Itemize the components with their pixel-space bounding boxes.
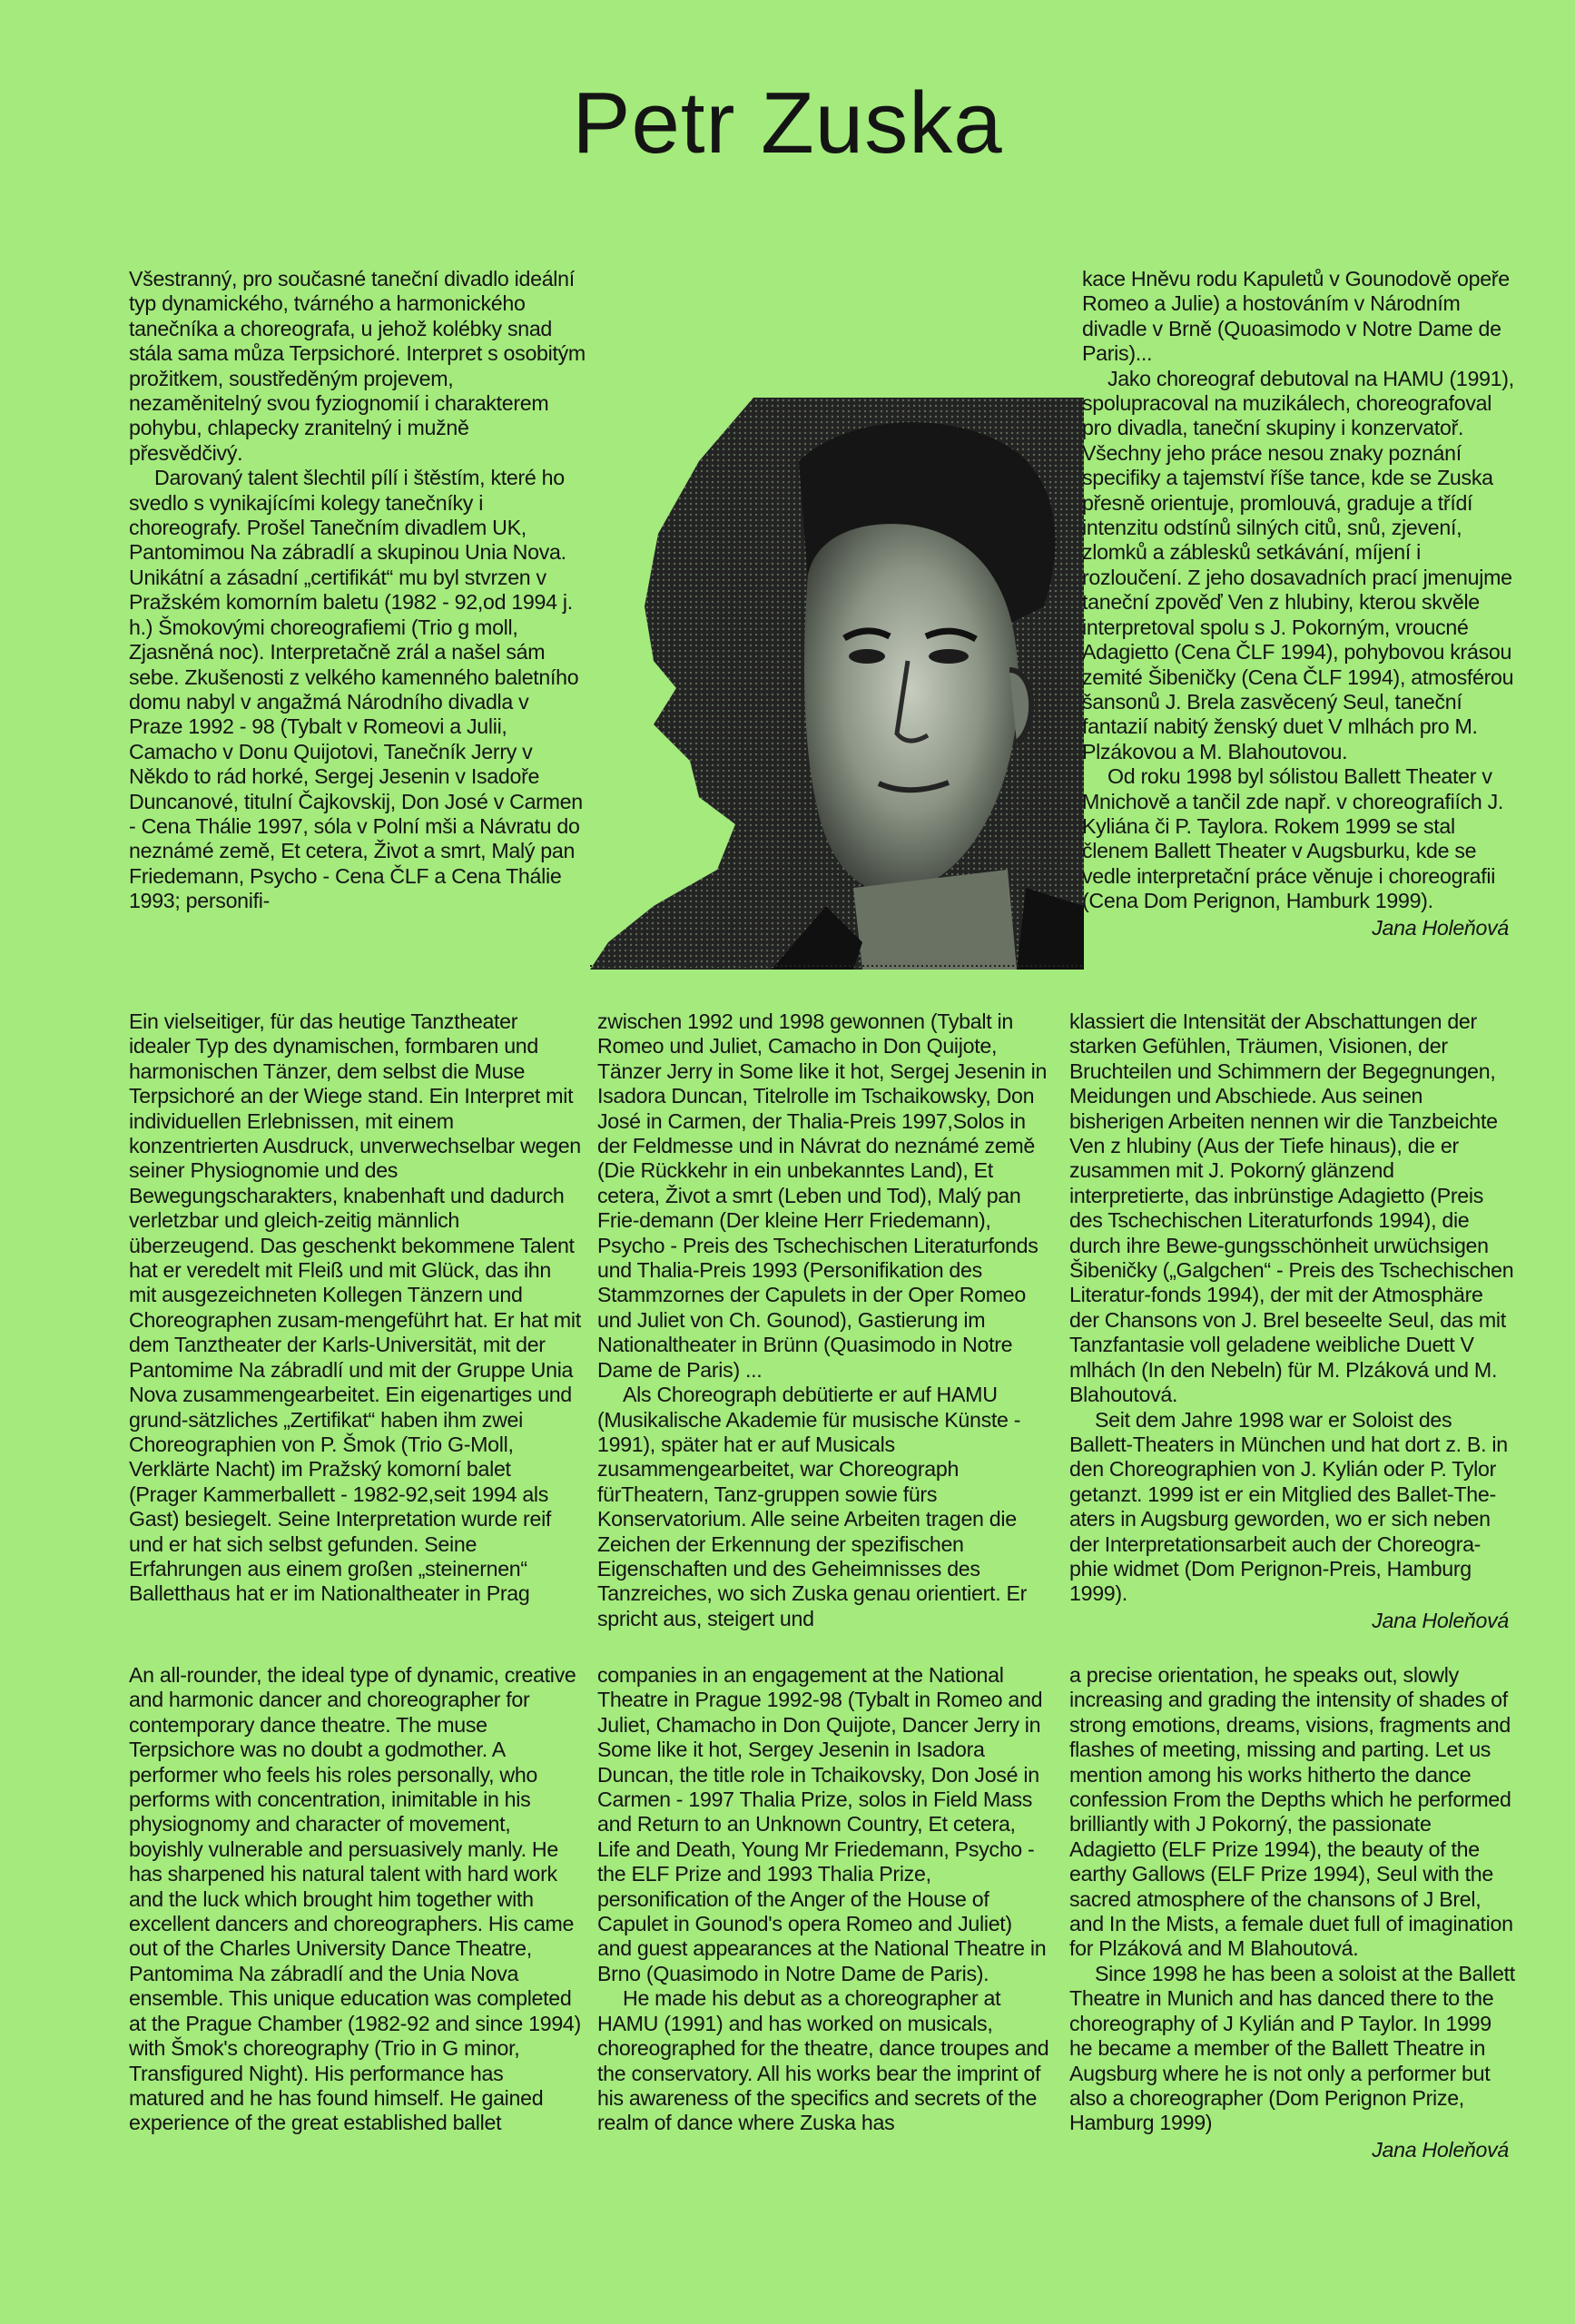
german-paragraph: klassiert die Intensität der Abschattungen der starken Gefühlen, Träumen, Visionen, der Bruchteilen und Schimmern der Begegnungen, Meidungen und Abschiede. Aus seinen bisherigen Arbeiten nennen wir die Tanzbeichte Ven z hlubiny (Aus der Tiefe hinaus), die er zusammen mit J. Pokorný glänzend interpretierte, das inbrünstige Adagietto (Preis des Tschechischen Literaturfonds 1994), die durch ihre Bewe-gungsschönheit urwüchsigen Šibeničky („Galgchen“ - Preis des Tschechischen Literatur-fonds 1994), der mit der Atmosphäre der Chansons von J. Brel beseelte Seul, das mit Tanzfantasie voll geladene weibliche Duett V mlhách (In den Nebeln) für M. Plzáková und M. Blahoutová. <box>1069 1009 1514 1407</box>
czech-column-3 <box>1082 267 1518 940</box>
czech-paragraph: Jako choreograf debutoval na HAMU (1991), spolupracoval na muzikálech, choreografoval pro divadla, taneční skupiny i konzervatoř. Všechny jeho práce nesou znaky poznání specifiky a tajemství říše tance, kde se Zuska přesně orientuje, promlouvá, graduje a třídí intenzitu odstínů silných citů, snů, zjevení, zlomků a záblesků setkávání, míjení i rozloučení. Z jeho dosavadních prací jmenujme taneční zpověď Ven z hlubiny, kterou skvěle interpretoval spolu s J. Pokorným, vroucné Adagietto (Cena ČLF 1994), pohybovou krásou zemité Šibeničky (Cena ČLF 1994), atmosférou šansonů J. Brela zasvěcený Seul, taneční fantazií nabitý ženský duet V mlhách pro M. Plzákovou a M. Blahoutovou. <box>1082 366 1514 763</box>
german-paragraph: zwischen 1992 und 1998 gewonnen (Tybalt in Romeo und Juliet, Camacho in Don Quijote, Tänzer Jerry in Some like it hot, Sergej Jesenin in Isadora Duncan, Titelrolle im Tschaikowsky, Don José in Carmen, der Thalia-Preis 1997,Solos in der Feldmesse und in Návrat do neznámé země (Die Rückkehr in ein unbekanntes Land), Et cetera, Život a smrt (Leben und Tod), Malý pan Frie-demann (Der kleine Herr Friedemann), Psycho - Preis des Tschechischen Literaturfonds und Thalia-Preis 1993 (Personifikation des Stammzornes der Capulets in der Oper Romeo und Juliet von Ch. Gounod), Gastierung im Nationaltheater in Brünn (Quasimodo in Notre Dame de Paris) ... <box>597 1009 1048 1382</box>
portrait-photo <box>590 398 1084 970</box>
german-column-2 <box>597 1009 1051 1631</box>
english-paragraph: He made his debut as a choreographer at HAMU (1991) and has worked on musicals, choreographed for the theatre, dance troupes and the conservatory. All his works bear the imprint of his awareness of the specifics and secrets of the realm of dance where Zuska has <box>597 1986 1049 2135</box>
page-title: Petr Zuska <box>572 74 1003 172</box>
signature: Jana Holeňová <box>1372 915 1509 940</box>
czech-paragraph: Darovaný talent šlechtil pílí i štěstím, které ho svedlo s vynikajícími kolegy tanečníky i choreografy. Prošel Tanečním divadlem UK, Pantomimou Na zábradlí a skupinou Unia Nova. Unikátní a zásadní „certifikát“ mu byl stvrzen v Pražském komorním baletu (1982 - 92,od 1994 j. h.) Šmokovými choreografiemi (Trio g moll, Zjasněná noc). Interpretačně zrál a našel sám sebe. Zkušenosti z velkého kamenného baletního domu nabyl v angažmá Národního divadla v Praze 1992 - 98 (Tybalt v Romeovi a Julii, Camacho v Donu Quijotovi, Tanečník Jerry v Někdo to rád horké, Sergej Jesenin v Isadoře Duncanové, titulní Čajkovskij, Don José v Carmen - Cena Thálie 1997, sóla v Polní mši a Návratu do neznámé země, Et cetera, Život a smrt, Malý pan Friedemann, Psycho - Cena ČLF a Cena Thálie 1993; personifi- <box>129 466 583 913</box>
german-paragraph: Als Choreograph debütierte er auf HAMU (Musikalische Akademie für musische Künste - 1991), später hat er auf Musicals zusammengearbeitet, war Choreograph fürTheatern, Tanz-gruppen sowie fürs Konservatorium. Alle seine Arbeiten tragen die Zeichen der Erkennung der spezifischen Eigenschaften und des Geheimnisses des Tanzreiches, wo sich Zuska genau orientiert. Er spricht aus, steigert und <box>597 1383 1028 1630</box>
english-paragraph: a precise orientation, he speaks out, slowly increasing and grading the intensity of shades of strong emotions, dreams, visions, fragments and flashes of meeting, missing and parting. Let us mention among his works hitherto the dance confession From the Depths which he performed brilliantly with J Pokorný, the passionate Adagietto (ELF Prize 1994), the beauty of the earthy Gallows (ELF Prize 1994), Seul with the sacred atmosphere of the chansons of J Brel, and In the Mists, a female duet full of imagination for Plzáková and M Blahoutová. <box>1069 1663 1513 1961</box>
german-column-3 <box>1069 1009 1518 1633</box>
czech-paragraph: Od roku 1998 byl sólistou Ballett Theater v Mnichově a tančil zde např. v choreografiích J. Kyliána či P. Taylora. Rokem 1999 se stal členem Ballett Theater v Augsburku, kde se vedle interpretační práce věnuje i choreografii (Cena Dom Perignon, Hamburk 1999). <box>1082 764 1504 913</box>
signature: Jana Holeňová <box>1372 2137 1509 2162</box>
german-column-1 <box>129 1009 583 1607</box>
english-paragraph: An all-rounder, the ideal type of dynamic, creative and harmonic dancer and choreographer for contemporary dance theatre. The muse Terpsichore was no doubt a godmother. A performer who feels his roles personally, who performs with concentration, inimitable in his physiognomy and character of movement, boyishly vulnerable and persuasively manly. He has sharpened his natural talent with hard work and the luck which brought him together with excellent dancers and choreographers. His came out of the Charles University Dance Theatre, Pantomima Na zábradlí and the Unia Nova ensemble. This unique education was completed at the Prague Chamber (1982-92 and since 1994) with Šmok's choreography (Trio in G minor, Transfigured Night). His performance has matured and he has found himself. He gained experience of the great established ballet <box>129 1663 581 2135</box>
signature: Jana Holeňová <box>1372 1608 1509 1632</box>
czech-paragraph: Všestranný, pro současné taneční divadlo ideální typ dynamického, tvárného a harmonického tanečníka a choreografa, u jehož kolébky snad stála sama můza Terpsichoré. Interpret s osobitým prožitkem, soustředěným projevem, nezaměnitelný svou fyziognomií i charakterem pohybu, chlapecky zranitelný i mužně přesvědčivý. <box>129 267 586 465</box>
german-paragraph: Seit dem Jahre 1998 war er Soloist des Ballett-Theaters in München und hat dort z. B. in den Choreographien von J. Kylián oder P. Tylor getanzt. 1999 ist er ein Mitglied des Ballet-The-aters in Augsburg geworden, wo er sich neben der Interpretationsarbeit auch der Choreogra-phie widmet (Dom Perignon-Preis, Hamburg 1999). <box>1069 1407 1508 1606</box>
english-column-3 <box>1069 1663 1518 2162</box>
czech-column-1 <box>129 267 587 914</box>
english-column-2 <box>597 1663 1051 2136</box>
english-paragraph: companies in an engagement at the National Theatre in Prague 1992-98 (Tybalt in Romeo and Juliet, Chamacho in Don Quijote, Dancer Jerry in Some like it hot, Sergey Jesenin in Isadora Duncan, the title role in Tchaikovsky, Don José in Carmen - 1997 Thalia Prize, solos in Field Mass and Return to an Unknown Country, Et cetera, Life and Death, Young Mr Friedemann, Psycho - the ELF Prize and 1993 Thalia Prize, personification of the Anger of the House of Capulet in Gounod's opera Romeo and Juliet) and guest appearances at the National Theatre in Brno (Quasimodo in Notre Dame de Paris). <box>597 1663 1047 1985</box>
german-paragraph: Ein vielseitiger, für das heutige Tanztheater idealer Typ des dynamischen, formbaren und harmonischen Tänzer, dem selbst die Muse Terpsichoré an der Wiege stand. Ein Interpret mit individuellen Erlebnissen, mit einem konzentrierten Ausdruck, unverwechselbar wegen seiner Physiognomie und des Bewegungscharakters, knabenhaft und dadurch verletzbar und gleich-zeitig männlich überzeugend. Das geschenkt bekommene Talent hat er veredelt mit Fleiß und mit Glück, das ihn mit ausgezeichneten Kollegen Tänzern und Choreographen zusam-mengeführt hat. Er hat mit dem Tanztheater der Karls-Universität, mit der Pantomime Na zábradlí und mit der Gruppe Unia Nova zusammengearbeitet. Ein eigenartiges und grund-sätzliches „Zertifikat“ haben ihm zwei Choreographien von P. Šmok (Trio G-Moll, Verklärte Nacht) im Pražský komorní balet (Prager Kammerballett - 1982-92,seit 1994 als Gast) besiegelt. Seine Interpretation wurde reif und er hat sich selbst gefunden. Seine Erfahrungen aus einem großen „steinernen“ Balletthaus hat er im Nationaltheater in Prag <box>129 1009 581 1606</box>
english-paragraph: Since 1998 he has been a soloist at the Ballett Theatre in Munich and has danced there to the choreography of J Kylián and P Taylor. In 1999 he became a member of the Ballett Theatre in Augsburg where he is not only a performer but also a choreographer (Dom Perignon Prize, Hamburg 1999) <box>1069 1961 1515 2135</box>
czech-paragraph: kace Hněvu rodu Kapuletů v Gounodově opeře Romeo a Julie) a hostováním v Národním divadle v Brně (Quoasimodo v Notre Dame de Paris)... <box>1082 267 1510 366</box>
portrait-illustration <box>590 398 1084 970</box>
english-column-1 <box>129 1663 583 2136</box>
